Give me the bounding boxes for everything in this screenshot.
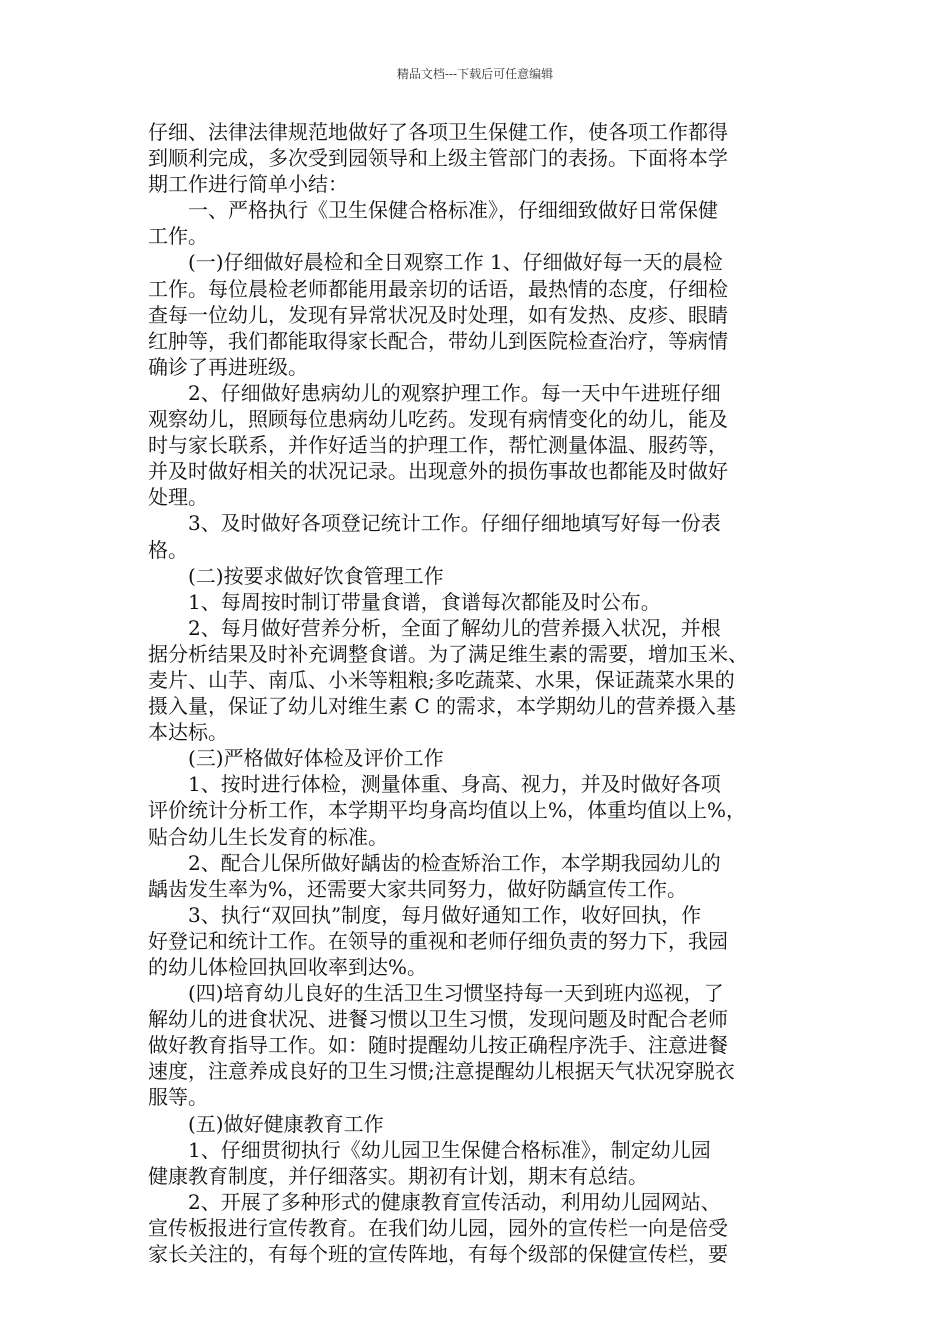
text-line: 服等。 <box>148 1085 208 1110</box>
text-line: 3、执行“双回执”制度，每月做好通知工作，收好回执，作 <box>148 902 702 927</box>
text-line: 工作。每位晨检老师都能用最亲切的话语，最热情的态度，仔细检 <box>148 276 728 301</box>
text-line: 红肿等，我们都能取得家长配合，带幼儿到医院检查治疗，等病情 <box>148 328 728 353</box>
text-line: 2、每月做好营养分析，全面了解幼儿的营养摄入状况，并根 <box>148 615 721 640</box>
text-line: 贴合幼儿生长发育的标准。 <box>148 824 388 849</box>
text-line: 工作。 <box>148 224 208 249</box>
text-line: 麦片、山芋、南瓜、小米等粗粮;多吃蔬菜、水果，保证蔬菜水果的 <box>148 667 735 692</box>
text-line: 处理。 <box>148 485 208 510</box>
text-line: 确诊了再进班级。 <box>148 354 308 379</box>
text-line: 期工作进行简单小结： <box>148 172 348 197</box>
text-line: 查每一位幼儿，发现有异常状况及时处理，如有发热、皮疹、眼睛 <box>148 302 728 327</box>
text-line: 格。 <box>148 537 188 562</box>
text-line: 做好教育指导工作。如：随时提醒幼儿按正确程序洗手、注意进餐 <box>148 1033 728 1058</box>
text-line: 宣传板报进行宣传教育。在我们幼儿园，园外的宣传栏一向是倍受 <box>148 1215 728 1240</box>
text-line: 据分析结果及时补充调整食谱。为了满足维生素的需要，增加玉米、 <box>148 641 748 666</box>
text-line: 的幼儿体检回执回收率到达%。 <box>148 955 428 979</box>
text-line: 家长关注的，有每个班的宣传阵地，有每个级部的保健宣传栏，要 <box>148 1242 728 1267</box>
text-line: (二)按要求做好饮食管理工作 <box>148 563 444 588</box>
text-line: 2、配合儿保所做好龋齿的检查矫治工作，本学期我园幼儿的 <box>148 850 721 875</box>
text-line: 本达标。 <box>148 720 228 745</box>
text-line: 健康教育制度，并仔细落实。期初有计划，期末有总结。 <box>148 1163 648 1188</box>
text-line: 2、仔细做好患病幼儿的观察护理工作。每一天中午进班仔细 <box>148 380 721 405</box>
text-line: 评价统计分析工作，本学期平均身高均值以上%，体重均值以上%， <box>148 798 747 823</box>
text-line: 龋齿发生率为%，还需要大家共同努力，做好防龋宣传工作。 <box>148 876 688 901</box>
text-line: 一、严格执行《卫生保健合格标准》，仔细细致做好日常保健 <box>148 198 718 223</box>
text-line: 时与家长联系，并作好适当的护理工作，帮忙测量体温、服药等， <box>148 433 728 458</box>
text-line: (三)严格做好体检及评价工作 <box>148 746 444 771</box>
text-line: 好登记和统计工作。在领导的重视和老师仔细负责的努力下，我园 <box>148 928 728 953</box>
text-line: 1、每周按时制订带量食谱，食谱每次都能及时公布。 <box>148 589 661 614</box>
text-line: 仔细、法律法律规范地做好了各项卫生保健工作，使各项工作都得 <box>148 120 728 144</box>
text-line: 1、按时进行体检，测量体重、身高、视力，并及时做好各项 <box>148 772 721 797</box>
document-body <box>148 119 812 1267</box>
text-line: 并及时做好相关的状况记录。出现意外的损伤事故也都能及时做好 <box>148 459 728 484</box>
text-line: 解幼儿的进食状况、进餐习惯以卫生习惯，发现问题及时配合老师 <box>148 1007 728 1032</box>
page-header: 精品文档---下载后可任意编辑 <box>396 67 554 81</box>
text-line: 摄入量，保证了幼儿对维生素 C 的需求，本学期幼儿的营养摄入基 <box>148 694 737 719</box>
text-line: 观察幼儿，照顾每位患病幼儿吃药。发现有病情变化的幼儿，能及 <box>148 407 728 432</box>
text-line: 1、仔细贯彻执行《幼儿园卫生保健合格标准》，制定幼儿园 <box>148 1137 711 1162</box>
text-line: 3、及时做好各项登记统计工作。仔细仔细地填写好每一份表 <box>148 511 721 536</box>
text-line: 2、开展了多种形式的健康教育宣传活动，利用幼儿园网站、 <box>148 1189 721 1214</box>
text-line: 速度，注意养成良好的卫生习惯;注意提醒幼儿根据天气状况穿脱衣 <box>148 1059 735 1084</box>
text-line: (五)做好健康教育工作 <box>148 1111 384 1136</box>
text-line: 到顺利完成，多次受到园领导和上级主管部门的表扬。下面将本学 <box>148 146 728 171</box>
text-line: (四)培育幼儿良好的生活卫生习惯坚持每一天到班内巡视，了 <box>148 981 724 1006</box>
text-line: (一)仔细做好晨检和全日观察工作 1、仔细做好每一天的晨检 <box>148 250 723 275</box>
